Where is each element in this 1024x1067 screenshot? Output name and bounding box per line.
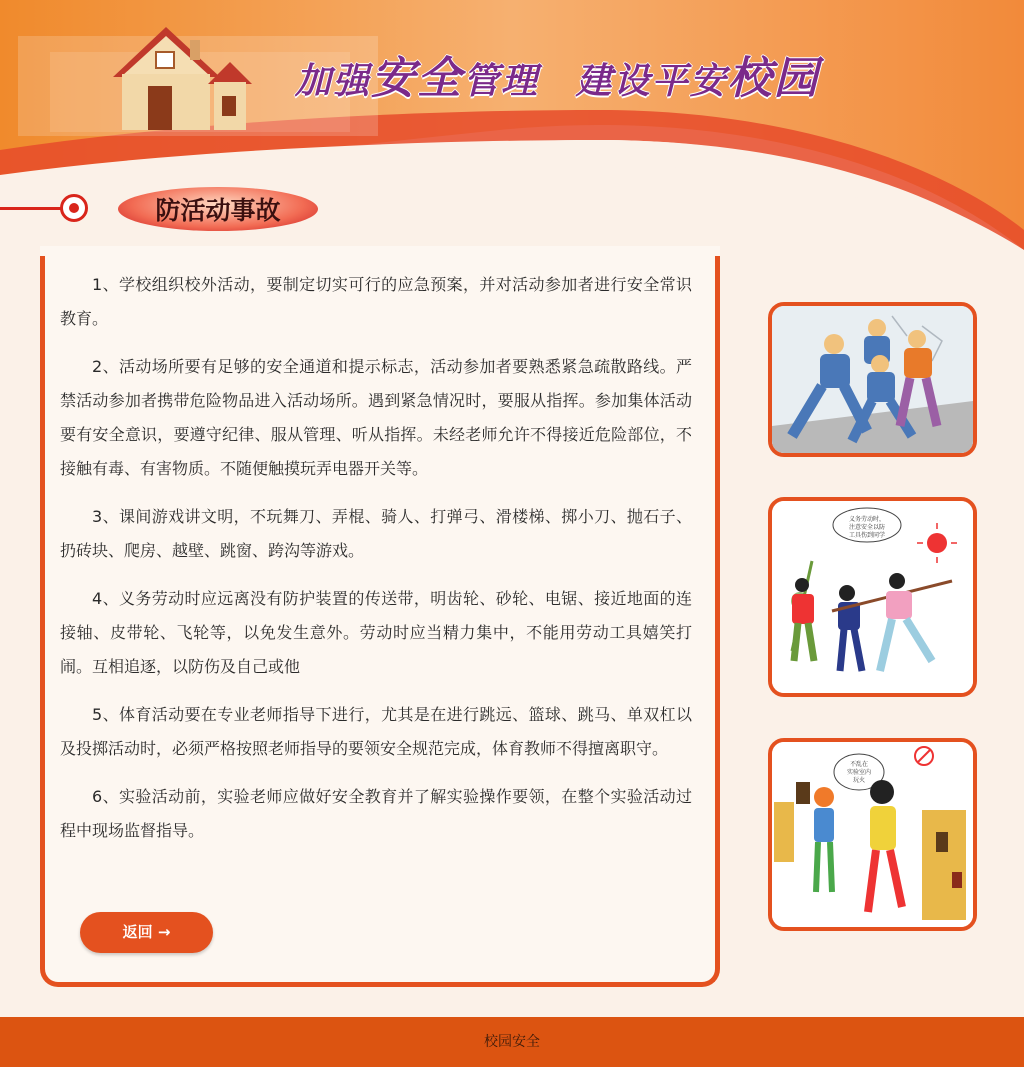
title-part-4: 建设平安 [575,61,728,102]
paragraph-1: 1、学校组织校外活动，要制定切实可行的应急预案，并对活动参加者进行安全常识教育。 [60,275,692,328]
paragraph-2: 2、活动场所要有足够的安全通道和提示标志，活动参加者要熟悉紧急疏散路线。严禁活动参加者携带危险物品进入活动场所。遇到紧急情况时，要服从指挥。参加集体活动要有安全意识，要遵守纪律、服从管理、听从指挥。未经老师允许不得接近危险部位，不接触有毒、有害物质。不随便触摸玩弄电器开关等。 [60,357,692,478]
heading-line [0,207,62,210]
svg-text:义务劳动时，: 义务劳动时， [848,516,886,523]
bullet-icon [60,194,88,222]
title-part-1: 加强 [295,61,372,102]
back-button[interactable]: 返回 → [80,912,213,953]
article-body [60,268,692,862]
paragraph-6: 6、实验活动前，实验老师应做好安全教育并了解实验操作要领，在整个实验活动过程中现场监督指导。 [60,787,692,840]
svg-text:注意安全以防: 注意安全以防 [848,524,886,531]
paragraph-4: 4、义务劳动时应远离没有防护装置的传送带，明齿轮、砂轮、电锯、接近地面的连接轴、皮带轮、飞轮等，以免发生意外。劳动时应当精力集中，不能用劳动工具嬉笑打闹。互相追逐，以防伤及自己或他 [60,589,692,676]
svg-text:不乱在: 不乱在 [849,761,869,768]
title-part-3: 管理 [463,61,540,102]
footer [0,1017,1024,1067]
paragraph-5: 5、体育活动要在专业老师指导下进行，尤其是在进行跳远、篮球、跳马、单双杠以及投掷活动时，必须严格按照老师指导的要领安全规范完成，体育教师不得擅离职守。 [60,705,692,758]
page-title [295,42,820,106]
title-part-5: 校园 [727,53,820,104]
svg-text:工具伤到同学: 工具伤到同学 [848,532,886,539]
house-icon [108,22,258,134]
svg-text:实验室内: 实验室内 [846,769,872,776]
section-heading: 防活动事故 [118,187,318,231]
lab-safety-illustration-icon [772,742,973,927]
picture-fighting [768,302,977,457]
picture-lab-safety [768,738,977,931]
labor-tools-play-illustration-icon [772,501,973,693]
fighting-students-illustration-icon [772,306,973,453]
picture-labor [768,497,977,697]
title-part-2: 安全 [371,53,464,104]
svg-text:玩火: 玩火 [852,777,866,784]
paragraph-3: 3、课间游戏讲文明，不玩舞刀、弄棍、骑人、打弹弓、滑楼梯、掷小刀、抛石子、扔砖块、爬房、越壁、跳窗、跨沟等游戏。 [60,507,692,560]
footer-text: 校园安全 [484,1034,540,1050]
